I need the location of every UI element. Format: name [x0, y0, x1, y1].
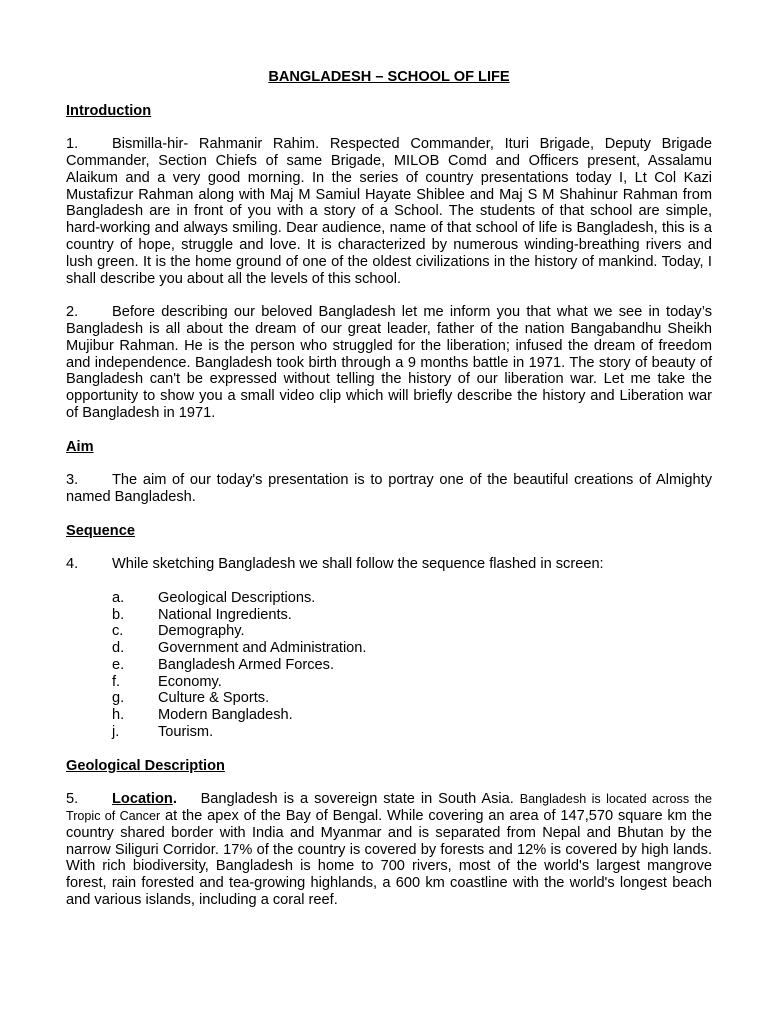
list-item-text: Geological Descriptions.: [158, 589, 316, 606]
list-item-text: Tourism.: [158, 724, 214, 741]
paragraph-text: Before describing our beloved Bangladesh let me inform you that what we see in today’s Bangladesh is all about the dream of our great leader, father of the nation Bangabandhu Sheikh Mujibur Rahman. He is the person who struggled for the liberation; infused the dream of freedom and independence. Bangladesh took birth through a 9 months battle in 1971. The story of beauty of Bangladesh can't be expressed without telling the history of our liberation war. Let me take the opportunity to show you a small video clip which will briefly describe the history and Liberation war of Bangladesh in 1971.: [66, 304, 712, 421]
list-item: [66, 657, 712, 674]
geological-description-heading: Geological Description: [66, 757, 225, 774]
document-body: [66, 69, 712, 909]
paragraph-4: [66, 556, 712, 573]
paragraph-text: While sketching Bangladesh we shall follow the sequence flashed in screen:: [112, 556, 604, 573]
list-item-letter: e.: [112, 656, 125, 673]
list-item: [66, 690, 712, 707]
list-item-letter: a.: [112, 589, 125, 606]
list-item-text: Modern Bangladesh.: [158, 707, 293, 724]
paragraph-1: [66, 136, 712, 287]
list-item-text: Culture & Sports.: [158, 690, 270, 707]
list-item-text: Bangladesh Armed Forces.: [158, 656, 335, 673]
list-item-letter: g.: [112, 690, 125, 707]
list-item-letter: c.: [112, 623, 124, 640]
aim-heading: Aim: [66, 438, 94, 455]
list-item-text: National Ingredients.: [158, 606, 292, 623]
list-item: [66, 607, 712, 624]
paragraph-text: The aim of our today's presentation is to portray one of the beautiful creations of Almighty named Bangladesh.: [66, 472, 712, 505]
runin-suffix: .: [172, 791, 177, 808]
paragraph-number: 3.: [66, 472, 79, 489]
list-item-text: Demography.: [158, 623, 245, 640]
list-item-text: Government and Administration.: [158, 640, 367, 657]
paragraph-number: 2.: [66, 304, 79, 321]
paragraph-3: [66, 472, 712, 506]
introduction-heading: Introduction: [66, 102, 152, 119]
list-item-letter: d.: [112, 640, 125, 657]
paragraph-number: 5.: [66, 791, 79, 808]
paragraph-small-text: Bangladesh is located across the Tropic of Cancer: [66, 792, 713, 824]
paragraph-lead: Bangladesh is a sovereign state in South Asia.: [200, 791, 520, 808]
paragraph-2: [66, 304, 712, 422]
list-item-letter: h.: [112, 707, 125, 724]
paragraph-text: at the apex of the Bay of Bengal. While covering an area of 147,570 square km the country shared border with India and Myanmar and is separated from Nepal and Bhutan by the narrow Siliguri Corridor. 17% of the country is covered by forests and 12% is covered by high lands. With rich biodiversity, Bangladesh is home to 700 rivers, most of the world's largest mangrove forest, rain forested and tea-growing highlands, a 600 km coastline with the world's longest beach and various islands, including a coral reef.: [66, 808, 712, 909]
paragraph-text: Bismilla-hir- Rahmanir Rahim. Respected Commander, Ituri Brigade, Deputy Brigade Commander, Section Chiefs of same Brigade, MILOB Comd and Officers present, Assalamu Alaikum and a very good morning. In the series of country presentations today I, Lt Col Kazi Mustafizur Rahman along with Maj M Samiul Hayate Shiblee and Maj S M Shahinur Rahman from Bangladesh are in front of you with a story of a School. The students of that school are simple, hard-working and always smiling. Dear audience, name of that school of life is Bangladesh, this is a country of hope, struggle and love. It is characterized by numerous winding-breathing rivers and lush green. It is the home ground of one of the oldest civilizations in the history of mankind. Today, I shall describe you about all the levels of this school.: [66, 136, 712, 287]
list-item: [66, 640, 712, 657]
list-item-text: Economy.: [158, 673, 222, 690]
paragraph-number: 1.: [66, 136, 79, 153]
sequence-heading: Sequence: [66, 522, 135, 539]
list-item-letter: b.: [112, 606, 125, 623]
list-item-letter: j.: [112, 724, 120, 741]
paragraph-5: [66, 791, 712, 909]
list-item: [66, 707, 712, 724]
list-item: [66, 724, 712, 741]
paragraph-number: 4.: [66, 556, 79, 573]
document-title: BANGLADESH – SCHOOL OF LIFE: [268, 69, 510, 85]
location-runin-heading: Location: [112, 791, 173, 808]
list-item: [66, 623, 712, 640]
list-item-letter: f.: [112, 673, 121, 690]
list-item: [66, 590, 712, 607]
list-item: [66, 674, 712, 691]
sequence-list: [66, 590, 712, 741]
